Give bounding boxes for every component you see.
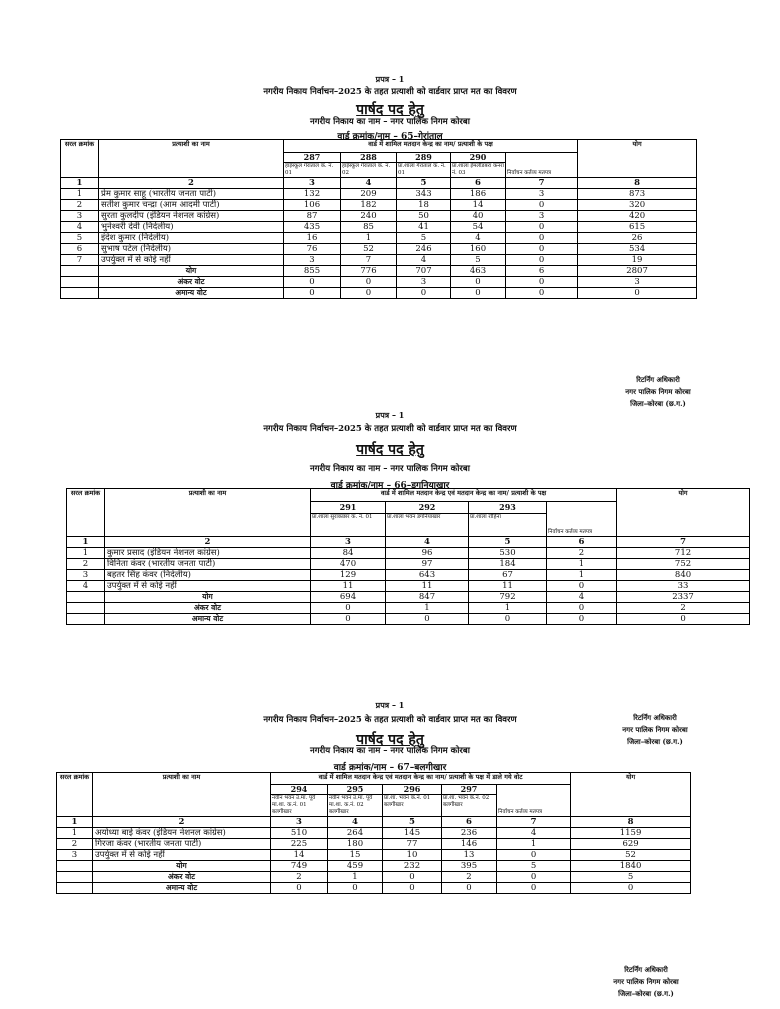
vote-count: 129	[311, 570, 386, 581]
results-table	[56, 772, 691, 894]
vote-count: 3	[506, 189, 578, 200]
candidate-total: 752	[617, 559, 750, 570]
returning-officer-block	[600, 712, 710, 748]
form-number: प्रपत्र – 1	[375, 410, 405, 420]
summary-value: 0	[284, 277, 341, 288]
vote-count: 50	[397, 211, 451, 222]
column-number: 6	[442, 817, 497, 828]
booth-number: 297	[442, 785, 497, 795]
candidate-name: उपर्युक्त में से कोई नहीं	[99, 255, 284, 266]
vote-count: 4	[397, 255, 451, 266]
candidate-name: भुनेश्वरी देवी (निर्दलीय)	[99, 222, 284, 233]
table-header-row	[67, 489, 750, 502]
vote-count: 209	[341, 189, 397, 200]
header-total: योग	[571, 773, 691, 817]
summary-value: 0	[497, 883, 571, 894]
summary-value: 0	[271, 883, 328, 894]
column-number: 6	[451, 178, 506, 189]
header-total: योग	[578, 140, 697, 178]
ro-district: जिला–कोरबा (छ.ग.)	[627, 737, 683, 746]
vote-count: 106	[284, 200, 341, 211]
vote-count: 40	[451, 211, 506, 222]
column-number: 2	[105, 537, 311, 548]
form-number: प्रपत्र – 1	[375, 700, 405, 710]
summary-value: 0	[547, 614, 617, 625]
returning-officer-block	[606, 374, 710, 410]
vote-count: 5	[397, 233, 451, 244]
candidate-total: 52	[571, 850, 691, 861]
summary-total: 2337	[617, 592, 750, 603]
booth-name: हाईस्कूल गेरांताल क. न. 01	[284, 163, 341, 178]
vote-count: 530	[469, 548, 547, 559]
summary-row	[67, 592, 750, 603]
candidate-serial: 3	[57, 850, 93, 861]
summary-value: 855	[284, 266, 341, 277]
booth-name: नवीन भवन उ.मा. पूर्व मा.शा. क.नं. 01 बलगीखार	[271, 795, 328, 817]
summary-value: 232	[383, 861, 442, 872]
candidate-total: 19	[578, 255, 697, 266]
summary-value: 0	[397, 288, 451, 299]
vote-count: 1	[341, 233, 397, 244]
candidate-serial: 3	[67, 570, 105, 581]
table-row	[67, 570, 750, 581]
ward-name: वार्ड क्रमांक/नाम – 67–बलगीखार	[333, 763, 447, 773]
summary-total: 2807	[578, 266, 697, 277]
summary-value: 4	[547, 592, 617, 603]
summary-row	[61, 277, 697, 288]
vote-count: 85	[341, 222, 397, 233]
header-total: योग	[617, 489, 750, 537]
candidate-name: सतीश कुमार चन्द्रा (आम आदमी पार्टी)	[99, 200, 284, 211]
vote-count: 182	[341, 200, 397, 211]
candidate-total: 534	[578, 244, 697, 255]
table-row	[61, 222, 697, 233]
ro-office: नगर पालिक निगम कोरबा	[625, 387, 691, 396]
summary-value: 459	[328, 861, 383, 872]
candidate-total: 26	[578, 233, 697, 244]
booth-number: 294	[271, 785, 328, 795]
returning-officer-block	[594, 964, 698, 1000]
booth-name: प्रा.शा. भवन क.नं. 02 बलगीखार	[442, 795, 497, 817]
postal-ballot-header: निर्वाचन कर्तव्य मतपत्र	[506, 153, 578, 178]
header-candidate-name: प्रत्याशी का नाम	[105, 489, 311, 537]
summary-row	[61, 288, 697, 299]
summary-value: 0	[451, 288, 506, 299]
vote-count: 1	[547, 559, 617, 570]
summary-label: अमान्य वोट	[93, 883, 271, 894]
vote-count: 54	[451, 222, 506, 233]
column-number: 5	[383, 817, 442, 828]
table-row	[61, 200, 697, 211]
booth-number: 291	[311, 502, 386, 514]
ro-office: नगर पालिक निगम कोरबा	[622, 725, 688, 734]
column-number: 4	[328, 817, 383, 828]
vote-count: 14	[271, 850, 328, 861]
candidate-name: अयोध्या बाई कंवर (इंडियन नेशनल कांग्रेस)	[93, 828, 271, 839]
summary-total: 1840	[571, 861, 691, 872]
booth-name: प्रा.शाला रोहिना	[469, 514, 547, 537]
form-number: प्रपत्र – 1	[375, 74, 405, 84]
vote-count: 3	[506, 211, 578, 222]
document-title: नगरीय निकाय निर्वाचन–2025 के तहत प्रत्याशी को वार्डवार प्राप्त मत का विवरण	[263, 87, 517, 97]
candidate-total: 712	[617, 548, 750, 559]
summary-total: 0	[617, 614, 750, 625]
summary-total: 0	[571, 883, 691, 894]
postal-ballot-header: निर्वाचन कर्तव्य मतपत्र	[547, 502, 617, 537]
summary-row	[67, 603, 750, 614]
summary-value: 5	[497, 861, 571, 872]
summary-row	[57, 883, 691, 894]
summary-value: 1	[386, 603, 469, 614]
summary-value: 0	[506, 288, 578, 299]
candidate-serial: 2	[61, 200, 99, 211]
ro-district: जिला–कोरबा (छ.ग.)	[630, 399, 686, 408]
vote-count: 87	[284, 211, 341, 222]
vote-count: 225	[271, 839, 328, 850]
candidate-total: 840	[617, 570, 750, 581]
booth-number: 296	[383, 785, 442, 795]
vote-count: 14	[451, 200, 506, 211]
vote-count: 4	[497, 828, 571, 839]
summary-spacer	[57, 883, 93, 894]
summary-spacer	[61, 277, 99, 288]
column-number: 1	[57, 817, 93, 828]
candidate-serial: 5	[61, 233, 99, 244]
summary-value: 0	[386, 614, 469, 625]
vote-count: 0	[506, 200, 578, 211]
table-row	[61, 255, 697, 266]
booth-number: 290	[451, 153, 506, 163]
candidate-serial: 4	[67, 581, 105, 592]
summary-value: 2	[442, 872, 497, 883]
summary-value: 395	[442, 861, 497, 872]
vote-count: 7	[341, 255, 397, 266]
vote-count: 97	[386, 559, 469, 570]
summary-value: 0	[451, 277, 506, 288]
post-heading: पार्षद पद हेतु	[356, 102, 424, 118]
summary-spacer	[67, 592, 105, 603]
summary-value: 749	[271, 861, 328, 872]
summary-label: अंकर वोट	[93, 872, 271, 883]
table-header-row	[61, 140, 697, 153]
postal-ballot-header: निर्वाचन कर्तव्य मतपत्र	[497, 785, 571, 817]
summary-value: 0	[506, 277, 578, 288]
ward-name: वार्ड क्रमांक/नाम – 66–डगनियाखार	[330, 481, 450, 491]
table-row	[57, 850, 691, 861]
booth-name: हाईस्कूल गेरांताल क. न. 02	[341, 163, 397, 178]
column-number: 8	[578, 178, 697, 189]
ro-office: नगर पालिक निगम कोरबा	[613, 977, 679, 986]
vote-count: 264	[328, 828, 383, 839]
column-number: 1	[67, 537, 105, 548]
summary-value: 0	[497, 872, 571, 883]
vote-count: 18	[397, 200, 451, 211]
candidate-name: सुरता कुलदीप (इंडियन नेशनल कांग्रेस)	[99, 211, 284, 222]
summary-value: 0	[341, 277, 397, 288]
header-serial: सरल क्रमांक	[61, 140, 99, 178]
booth-name: प्रा.शा. भवन क.नं. 01 बलगीखार	[383, 795, 442, 817]
candidate-serial: 7	[61, 255, 99, 266]
vote-count: 3	[284, 255, 341, 266]
candidate-name: उपर्युक्त में से कोई नहीं	[93, 850, 271, 861]
summary-value: 0	[328, 883, 383, 894]
candidate-name: प्रेम कुमार साहू (भारतीय जनता पार्टी)	[99, 189, 284, 200]
summary-value: 0	[284, 288, 341, 299]
vote-count: 11	[386, 581, 469, 592]
column-number: 8	[571, 817, 691, 828]
ro-title: रिटर्निंग अधिकारी	[633, 713, 677, 722]
table-row	[67, 548, 750, 559]
vote-count: 643	[386, 570, 469, 581]
vote-count: 0	[547, 581, 617, 592]
vote-count: 184	[469, 559, 547, 570]
summary-value: 0	[383, 883, 442, 894]
candidate-serial: 1	[61, 189, 99, 200]
summary-total: 3	[578, 277, 697, 288]
summary-label: योग	[99, 266, 284, 277]
column-number: 7	[497, 817, 571, 828]
summary-value: 776	[341, 266, 397, 277]
candidate-serial: 1	[67, 548, 105, 559]
column-number: 3	[311, 537, 386, 548]
column-number: 4	[341, 178, 397, 189]
ro-title: रिटर्निंग अधिकारी	[636, 375, 680, 384]
document-title: नगरीय निकाय निर्वाचन–2025 के तहत प्रत्याशी को वार्डवार प्राप्त मत का विवरण	[263, 424, 517, 434]
table-header-row	[57, 773, 691, 785]
results-table	[60, 139, 697, 299]
summary-value: 0	[383, 872, 442, 883]
column-number: 7	[506, 178, 578, 189]
vote-count: 510	[271, 828, 328, 839]
candidate-name: विनिता कंवर (भारतीय जनता पार्टी)	[105, 559, 311, 570]
booth-name: प्रा.शाला गेरांताल क. न. 01	[397, 163, 451, 178]
booth-number: 292	[386, 502, 469, 514]
table-row	[61, 244, 697, 255]
column-number: 2	[99, 178, 284, 189]
vote-count: 435	[284, 222, 341, 233]
table-row	[57, 839, 691, 850]
candidate-serial: 4	[61, 222, 99, 233]
summary-label: अंकर वोट	[99, 277, 284, 288]
candidate-name: उपर्युक्त में से कोई नहीं	[105, 581, 311, 592]
summary-value: 0	[341, 288, 397, 299]
column-number: 4	[386, 537, 469, 548]
column-number: 2	[93, 817, 271, 828]
column-number: 1	[61, 178, 99, 189]
candidate-total: 615	[578, 222, 697, 233]
column-number-row	[61, 178, 697, 189]
summary-value: 0	[311, 614, 386, 625]
summary-value: 463	[451, 266, 506, 277]
vote-count: 15	[328, 850, 383, 861]
ward-name: वार्ड क्रमांक/नाम – 65–गेरांताल	[337, 132, 443, 142]
vote-count: 67	[469, 570, 547, 581]
summary-row	[61, 266, 697, 277]
header-serial: सरल क्रमांक	[67, 489, 105, 537]
vote-count: 0	[506, 244, 578, 255]
header-serial: सरल क्रमांक	[57, 773, 93, 817]
vote-count: 2	[547, 548, 617, 559]
candidate-total: 873	[578, 189, 697, 200]
booth-number: 295	[328, 785, 383, 795]
summary-value: 1	[328, 872, 383, 883]
booth-name: प्रा.शाला ईमलीडबरा कनरा नं. 03	[452, 163, 504, 176]
vote-count: 4	[451, 233, 506, 244]
vote-count: 246	[397, 244, 451, 255]
vote-count: 96	[386, 548, 469, 559]
document-title: नगरीय निकाय निर्वाचन–2025 के तहत प्रत्याशी को वार्डवार प्राप्त मत का विवरण	[263, 715, 517, 725]
candidate-total: 629	[571, 839, 691, 850]
table-row	[61, 211, 697, 222]
summary-spacer	[61, 288, 99, 299]
vote-count: 13	[442, 850, 497, 861]
summary-label: अंकर वोट	[105, 603, 311, 614]
summary-total: 2	[617, 603, 750, 614]
vote-count: 146	[442, 839, 497, 850]
table-row	[61, 233, 697, 244]
body-name: नगरीय निकाय का नाम – नगर पालिक निगम कोरबा	[310, 464, 470, 474]
summary-value: 0	[311, 603, 386, 614]
summary-value: 0	[442, 883, 497, 894]
candidate-serial: 2	[67, 559, 105, 570]
vote-count: 132	[284, 189, 341, 200]
candidate-name: बहतर सिंह कंवर (निर्दलीय)	[105, 570, 311, 581]
vote-count: 186	[451, 189, 506, 200]
candidate-total: 420	[578, 211, 697, 222]
vote-count: 145	[383, 828, 442, 839]
column-number: 7	[617, 537, 750, 548]
booth-number: 293	[469, 502, 547, 514]
summary-value: 2	[271, 872, 328, 883]
vote-count: 84	[311, 548, 386, 559]
vote-count: 0	[506, 222, 578, 233]
summary-label: अमान्य वोट	[105, 614, 311, 625]
column-number: 5	[469, 537, 547, 548]
vote-count: 11	[469, 581, 547, 592]
vote-count: 470	[311, 559, 386, 570]
candidate-serial: 3	[61, 211, 99, 222]
header-candidate-name: प्रत्याशी का नाम	[99, 140, 284, 178]
column-number: 3	[271, 817, 328, 828]
vote-count: 0	[506, 255, 578, 266]
booth-number: 287	[284, 153, 341, 163]
vote-count: 1	[497, 839, 571, 850]
candidate-name: कुमार प्रसाद (इंडियन नेशनल कांग्रेस)	[105, 548, 311, 559]
table-row	[67, 581, 750, 592]
candidate-total: 320	[578, 200, 697, 211]
candidate-total: 33	[617, 581, 750, 592]
column-number-row	[67, 537, 750, 548]
column-number: 6	[547, 537, 617, 548]
summary-spacer	[67, 614, 105, 625]
summary-label: अमान्य वोट	[99, 288, 284, 299]
vote-count: 0	[497, 850, 571, 861]
summary-value: 1	[469, 603, 547, 614]
column-number-row	[57, 817, 691, 828]
header-candidate-name: प्रत्याशी का नाम	[93, 773, 271, 817]
summary-total: 0	[578, 288, 697, 299]
summary-row	[57, 872, 691, 883]
summary-value: 847	[386, 592, 469, 603]
ro-title: रिटर्निंग अधिकारी	[624, 965, 668, 974]
body-name: नगरीय निकाय का नाम – नगर पालिक निगम कोरबा	[310, 746, 470, 756]
candidate-name: इंदेश कुमार (निर्दलीय)	[99, 233, 284, 244]
booth-name: प्रा.शाला सुराकछार क. नं. 01	[311, 514, 386, 537]
summary-spacer	[67, 603, 105, 614]
vote-count: 0	[506, 233, 578, 244]
vote-count: 77	[383, 839, 442, 850]
summary-row	[67, 614, 750, 625]
candidate-total: 1159	[571, 828, 691, 839]
summary-row	[57, 861, 691, 872]
summary-value: 707	[397, 266, 451, 277]
summary-value: 792	[469, 592, 547, 603]
vote-count: 1	[547, 570, 617, 581]
table-row	[57, 828, 691, 839]
summary-label: योग	[93, 861, 271, 872]
candidate-name: गिरजा कंवर (भारतीय जनता पार्टी)	[93, 839, 271, 850]
candidate-name: सुभाष पटेल (निर्दलीय)	[99, 244, 284, 255]
summary-label: योग	[105, 592, 311, 603]
header-polling-booths: वार्ड में शामिल मतदान केन्द्र एवं मतदान केन्द्र का नाम/ प्रत्याशी के पक्ष में डाले गये वोट	[271, 773, 571, 785]
vote-count: 10	[383, 850, 442, 861]
vote-count: 76	[284, 244, 341, 255]
vote-count: 16	[284, 233, 341, 244]
body-name: नगरीय निकाय का नाम – नगर पालिक निगम कोरबा	[310, 117, 470, 127]
header-polling-booths: वार्ड में शामिल मतदान केन्द्र का नाम/ प्रत्याशी के पक्ष	[284, 140, 578, 153]
vote-count: 240	[341, 211, 397, 222]
vote-count: 160	[451, 244, 506, 255]
table-row	[67, 559, 750, 570]
booth-number: 288	[341, 153, 397, 163]
booth-name: नवीन भवन उ.मा. पूर्व मा.शा. क.नं. 02 बलगीखार	[328, 795, 383, 817]
booth-name: प्रा.शाला भवन डगनियाखार	[386, 514, 469, 537]
table-row	[61, 189, 697, 200]
summary-value: 0	[547, 603, 617, 614]
vote-count: 52	[341, 244, 397, 255]
candidate-serial: 1	[57, 828, 93, 839]
summary-spacer	[57, 861, 93, 872]
summary-spacer	[57, 872, 93, 883]
summary-value: 3	[397, 277, 451, 288]
summary-value: 0	[469, 614, 547, 625]
column-number: 5	[397, 178, 451, 189]
post-heading: पार्षद पद हेतु	[356, 442, 424, 458]
results-table	[66, 488, 750, 625]
vote-count: 343	[397, 189, 451, 200]
vote-count: 236	[442, 828, 497, 839]
booth-number: 289	[397, 153, 451, 163]
candidate-serial: 6	[61, 244, 99, 255]
vote-count: 180	[328, 839, 383, 850]
vote-count: 11	[311, 581, 386, 592]
vote-count: 41	[397, 222, 451, 233]
column-number: 3	[284, 178, 341, 189]
summary-total: 5	[571, 872, 691, 883]
post-heading: पार्षद पद हेतु	[356, 732, 424, 748]
ro-district: जिला–कोरबा (छ.ग.)	[618, 989, 674, 998]
summary-value: 6	[506, 266, 578, 277]
summary-value: 694	[311, 592, 386, 603]
vote-count: 5	[451, 255, 506, 266]
candidate-serial: 2	[57, 839, 93, 850]
summary-spacer	[61, 266, 99, 277]
header-polling-booths: वार्ड में शामिल मतदान केन्द्र एवं मतदान केन्द्र का नाम/ प्रत्याशी के पक्ष	[311, 489, 617, 502]
